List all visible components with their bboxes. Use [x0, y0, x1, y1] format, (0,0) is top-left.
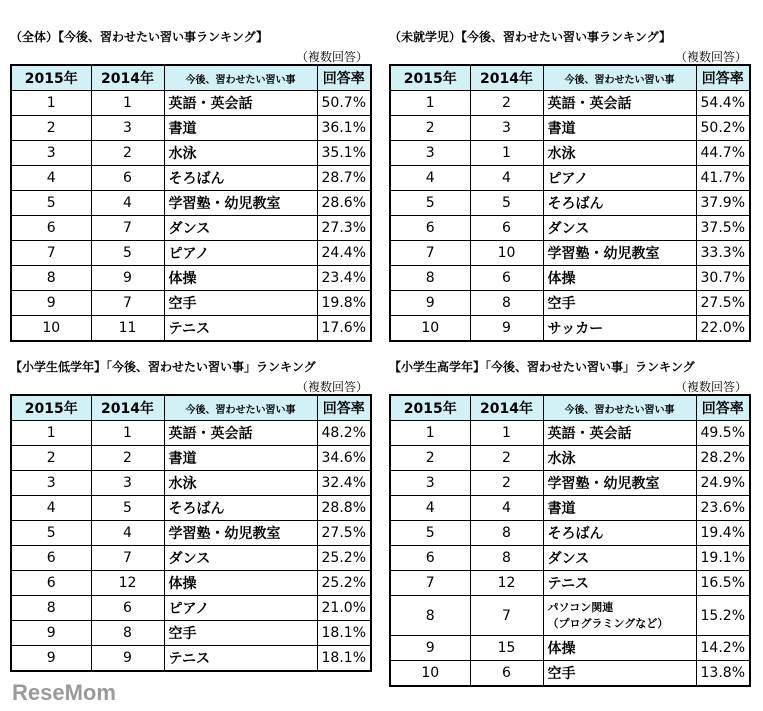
- answer-rate: 19.8%: [317, 291, 371, 316]
- table-row: [390, 421, 750, 446]
- answer-rate: 18.1%: [317, 646, 371, 672]
- table-title: 【小学生低学年】「今後、習わせたい習い事」ランキング: [10, 360, 316, 374]
- lesson-name: 学習塾・幼児教室: [543, 471, 696, 496]
- rank-2015: 10: [390, 316, 470, 342]
- lesson-name: サッカー: [543, 316, 696, 342]
- rank-2014: 1: [91, 91, 164, 116]
- rank-2014: 2: [91, 446, 164, 471]
- answer-rate: 13.8%: [696, 661, 750, 687]
- header-row: [390, 65, 750, 91]
- table-row: [11, 446, 371, 471]
- rank-2014: 4: [91, 521, 164, 546]
- rank-2015: 1: [11, 421, 91, 446]
- rank-2014: 6: [470, 661, 543, 687]
- rank-2015: 1: [390, 91, 470, 116]
- ranking-table: [389, 394, 751, 687]
- ranking-table: [10, 64, 372, 342]
- table-row: [11, 546, 371, 571]
- lesson-name: そろばん: [543, 521, 696, 546]
- rank-2014: 2: [91, 141, 164, 166]
- lesson-name: 体操: [164, 571, 317, 596]
- lesson-name: 書道: [164, 116, 317, 141]
- table-row: [390, 191, 750, 216]
- rank-2014: 9: [470, 316, 543, 342]
- lesson-name: 学習塾・幼児教室: [164, 521, 317, 546]
- table-row: [11, 646, 371, 672]
- answer-rate: 30.7%: [696, 266, 750, 291]
- lesson-name: ダンス: [164, 216, 317, 241]
- lesson-name: そろばん: [164, 496, 317, 521]
- lesson-name: 水泳: [164, 471, 317, 496]
- rank-2015: 8: [11, 596, 91, 621]
- table-row: [11, 166, 371, 191]
- table-title: 【小学生高学年】「今後、習わせたい習い事」ランキング: [389, 360, 695, 374]
- answer-rate: 15.2%: [696, 596, 750, 636]
- table-row: [390, 521, 750, 546]
- table-row: [390, 216, 750, 241]
- lesson-name: 書道: [164, 446, 317, 471]
- header-item: 今後、習わせたい習い事: [543, 65, 696, 91]
- answer-rate: 34.6%: [317, 446, 371, 471]
- table-row: [390, 636, 750, 661]
- rank-2014: 5: [470, 191, 543, 216]
- answer-rate: 54.4%: [696, 91, 750, 116]
- header-2015: 2015年: [390, 395, 470, 421]
- rank-2015: 2: [390, 446, 470, 471]
- answer-rate: 23.4%: [317, 266, 371, 291]
- answer-rate: 44.7%: [696, 141, 750, 166]
- table-row: [390, 571, 750, 596]
- table-row: [11, 571, 371, 596]
- table-row: [11, 496, 371, 521]
- lesson-name: テニス: [164, 646, 317, 672]
- rank-2014: 3: [91, 471, 164, 496]
- header-2015: 2015年: [11, 65, 91, 91]
- lesson-name: 水泳: [164, 141, 317, 166]
- multiple-answer-note: （複数回答）: [674, 50, 747, 64]
- rank-2015: 9: [11, 291, 91, 316]
- table-row: [11, 266, 371, 291]
- rank-2014: 2: [470, 91, 543, 116]
- table-row: [390, 291, 750, 316]
- table-row: [390, 661, 750, 687]
- rank-2014: 4: [91, 191, 164, 216]
- header-rate: 回答率: [696, 395, 750, 421]
- table-title: （未就学児）【今後、習わせたい習い事ランキング】: [389, 30, 672, 44]
- lesson-name: 体操: [543, 636, 696, 661]
- rank-2015: 10: [390, 661, 470, 687]
- table-row: [11, 596, 371, 621]
- header-2015: 2015年: [390, 65, 470, 91]
- rank-2014: 1: [91, 421, 164, 446]
- rank-2015: 1: [11, 91, 91, 116]
- answer-rate: 24.9%: [696, 471, 750, 496]
- rank-2014: 12: [470, 571, 543, 596]
- lesson-name: テニス: [543, 571, 696, 596]
- answer-rate: 23.6%: [696, 496, 750, 521]
- lesson-name: 英語・英会話: [164, 91, 317, 116]
- rank-2015: 6: [11, 571, 91, 596]
- answer-rate: 27.5%: [696, 291, 750, 316]
- rank-2014: 15: [470, 636, 543, 661]
- lesson-name: 書道: [543, 496, 696, 521]
- table-row: [390, 91, 750, 116]
- rank-2015: 3: [390, 471, 470, 496]
- table-row: [11, 316, 371, 342]
- rank-2014: 9: [91, 646, 164, 672]
- lesson-name: そろばん: [543, 191, 696, 216]
- header-2014: 2014年: [91, 395, 164, 421]
- rank-2015: 2: [11, 446, 91, 471]
- answer-rate: 24.4%: [317, 241, 371, 266]
- rank-2014: 4: [470, 166, 543, 191]
- rank-2014: 2: [470, 471, 543, 496]
- rank-2015: 2: [390, 116, 470, 141]
- table-row: [390, 241, 750, 266]
- lesson-name: 空手: [543, 661, 696, 687]
- header-2014: 2014年: [470, 65, 543, 91]
- answer-rate: 19.1%: [696, 546, 750, 571]
- rank-2015: 4: [390, 166, 470, 191]
- rank-2014: 11: [91, 316, 164, 342]
- lesson-name: ダンス: [164, 546, 317, 571]
- answer-rate: 49.5%: [696, 421, 750, 446]
- header-2014: 2014年: [91, 65, 164, 91]
- header-row: [390, 395, 750, 421]
- lesson-name: 学習塾・幼児教室: [543, 241, 696, 266]
- rank-2015: 8: [390, 596, 470, 636]
- rank-2014: 8: [470, 521, 543, 546]
- rank-2015: 5: [390, 521, 470, 546]
- answer-rate: 25.2%: [317, 571, 371, 596]
- rank-2014: 9: [91, 266, 164, 291]
- answer-rate: 19.4%: [696, 521, 750, 546]
- header-item: 今後、習わせたい習い事: [543, 395, 696, 421]
- table-row: [11, 521, 371, 546]
- lesson-name: 体操: [543, 266, 696, 291]
- answer-rate: 27.3%: [317, 216, 371, 241]
- rank-2014: 5: [91, 496, 164, 521]
- table-row: [11, 241, 371, 266]
- rank-2014: 1: [470, 421, 543, 446]
- header-rate: 回答率: [696, 65, 750, 91]
- rank-2015: 5: [11, 521, 91, 546]
- answer-rate: 25.2%: [317, 546, 371, 571]
- header-rate: 回答率: [317, 65, 371, 91]
- rank-2014: 6: [91, 166, 164, 191]
- answer-rate: 35.1%: [317, 141, 371, 166]
- table-title: （全体）【今後、習わせたい習い事ランキング】: [10, 30, 269, 44]
- rank-2015: 6: [11, 216, 91, 241]
- header-rate: 回答率: [317, 395, 371, 421]
- rank-2014: 7: [470, 596, 543, 636]
- lesson-name: 空手: [543, 291, 696, 316]
- lesson-name: 学習塾・幼児教室: [164, 191, 317, 216]
- answer-rate: 28.7%: [317, 166, 371, 191]
- answer-rate: 18.1%: [317, 621, 371, 646]
- rank-2014: 6: [470, 216, 543, 241]
- table-row: [11, 216, 371, 241]
- table-row: [11, 91, 371, 116]
- table-row: [11, 191, 371, 216]
- rank-2015: 9: [390, 636, 470, 661]
- table-row: [390, 496, 750, 521]
- header-row: [11, 395, 371, 421]
- rank-2015: 8: [390, 266, 470, 291]
- rank-2015: 9: [11, 646, 91, 672]
- rank-2015: 3: [11, 471, 91, 496]
- answer-rate: 28.2%: [696, 446, 750, 471]
- lesson-name: 英語・英会話: [543, 421, 696, 446]
- rank-2015: 5: [11, 191, 91, 216]
- header-2015: 2015年: [11, 395, 91, 421]
- rank-2014: 6: [91, 596, 164, 621]
- rank-2014: 12: [91, 571, 164, 596]
- rank-2015: 8: [11, 266, 91, 291]
- table-row: [11, 141, 371, 166]
- lesson-name: 水泳: [543, 446, 696, 471]
- rank-2015: 7: [390, 241, 470, 266]
- lesson-name: ダンス: [543, 546, 696, 571]
- multiple-answer-note: （複数回答）: [295, 50, 368, 64]
- header-row: [11, 65, 371, 91]
- table-row: [390, 266, 750, 291]
- answer-rate: 50.2%: [696, 116, 750, 141]
- rank-2014: 2: [470, 446, 543, 471]
- lesson-name: ピアノ: [543, 166, 696, 191]
- rank-2015: 9: [390, 291, 470, 316]
- rank-2015: 6: [390, 546, 470, 571]
- rank-2014: 7: [91, 291, 164, 316]
- rank-2015: 10: [11, 316, 91, 342]
- lesson-name: ダンス: [543, 216, 696, 241]
- table-row: [11, 471, 371, 496]
- rank-2014: 4: [470, 496, 543, 521]
- lesson-name: テニス: [164, 316, 317, 342]
- lesson-name: 書道: [543, 116, 696, 141]
- table-row: [11, 116, 371, 141]
- ranking-overall: [10, 28, 372, 342]
- table-row: [390, 596, 750, 636]
- rank-2014: 5: [91, 241, 164, 266]
- lesson-name: 水泳: [543, 141, 696, 166]
- table-row: [11, 291, 371, 316]
- watermark-logo: ReseMom: [12, 680, 116, 705]
- table-row: [390, 141, 750, 166]
- multiple-answer-note: （複数回答）: [674, 380, 747, 394]
- rank-2015: 4: [11, 496, 91, 521]
- answer-rate: 14.2%: [696, 636, 750, 661]
- rank-2014: 7: [91, 216, 164, 241]
- lesson-name: 英語・英会話: [543, 91, 696, 116]
- lesson-name: 空手: [164, 291, 317, 316]
- rank-2014: 10: [470, 241, 543, 266]
- answer-rate: 48.2%: [317, 421, 371, 446]
- lesson-name: 体操: [164, 266, 317, 291]
- header-item: 今後、習わせたい習い事: [164, 395, 317, 421]
- rank-2014: 1: [470, 141, 543, 166]
- lesson-name: 英語・英会話: [164, 421, 317, 446]
- lesson-name: 空手: [164, 621, 317, 646]
- answer-rate: 50.7%: [317, 91, 371, 116]
- rank-2014: 7: [91, 546, 164, 571]
- ranking-preschool: [389, 28, 751, 342]
- rank-2015: 1: [390, 421, 470, 446]
- rank-2014: 8: [470, 291, 543, 316]
- table-row: [390, 471, 750, 496]
- table-row: [11, 421, 371, 446]
- lesson-name: そろばん: [164, 166, 317, 191]
- ranking-table: [10, 394, 372, 672]
- lesson-name: ピアノ: [164, 596, 317, 621]
- rank-2014: 6: [470, 266, 543, 291]
- answer-rate: 32.4%: [317, 471, 371, 496]
- header-2014: 2014年: [470, 395, 543, 421]
- ranking-lower-elementary: [10, 358, 372, 672]
- rank-2014: 3: [91, 116, 164, 141]
- answer-rate: 37.9%: [696, 191, 750, 216]
- table-row: [390, 316, 750, 342]
- lesson-name: パソコン関連 （プログラミングなど）: [543, 596, 696, 636]
- multiple-answer-note: （複数回答）: [295, 380, 368, 394]
- answer-rate: 17.6%: [317, 316, 371, 342]
- answer-rate: 21.0%: [317, 596, 371, 621]
- ranking-table: [389, 64, 751, 342]
- rank-2015: 2: [11, 116, 91, 141]
- rank-2015: 6: [11, 546, 91, 571]
- rank-2015: 4: [11, 166, 91, 191]
- rank-2015: 6: [390, 216, 470, 241]
- answer-rate: 16.5%: [696, 571, 750, 596]
- table-row: [11, 621, 371, 646]
- rank-2015: 7: [11, 241, 91, 266]
- rank-2015: 3: [11, 141, 91, 166]
- answer-rate: 28.6%: [317, 191, 371, 216]
- answer-rate: 37.5%: [696, 216, 750, 241]
- rank-2014: 3: [470, 116, 543, 141]
- answer-rate: 33.3%: [696, 241, 750, 266]
- ranking-upper-elementary: [389, 358, 751, 687]
- rank-2015: 9: [11, 621, 91, 646]
- rank-2015: 4: [390, 496, 470, 521]
- lesson-name: ピアノ: [164, 241, 317, 266]
- answer-rate: 36.1%: [317, 116, 371, 141]
- table-row: [390, 446, 750, 471]
- answer-rate: 41.7%: [696, 166, 750, 191]
- rank-2015: 7: [390, 571, 470, 596]
- rank-2015: 3: [390, 141, 470, 166]
- table-row: [390, 116, 750, 141]
- rank-2014: 8: [470, 546, 543, 571]
- answer-rate: 28.8%: [317, 496, 371, 521]
- answer-rate: 22.0%: [696, 316, 750, 342]
- table-row: [390, 166, 750, 191]
- rank-2015: 5: [390, 191, 470, 216]
- header-item: 今後、習わせたい習い事: [164, 65, 317, 91]
- table-row: [390, 546, 750, 571]
- rank-2014: 8: [91, 621, 164, 646]
- answer-rate: 27.5%: [317, 521, 371, 546]
